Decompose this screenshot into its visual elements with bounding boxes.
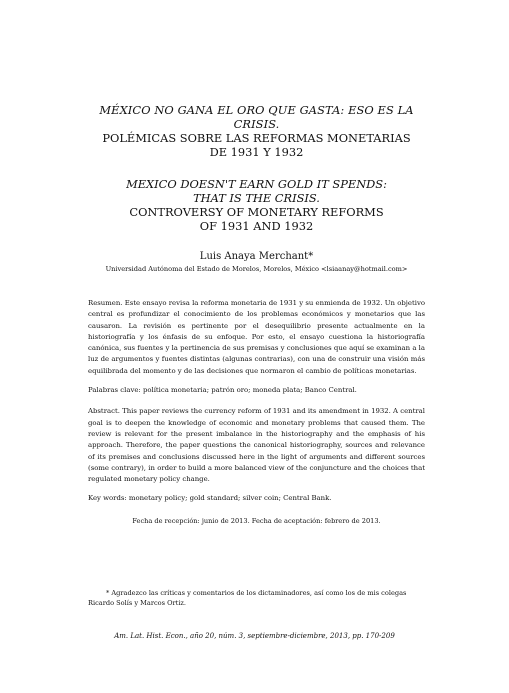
title-spanish: [88, 103, 425, 159]
title-es-line3: DE 1931 Y 1932: [209, 145, 304, 159]
title-es-line1: MÉXICO NO GANA EL ORO QUE GASTA: ESO ES LA CRISIS.: [99, 103, 414, 131]
title-es-line2: POLÉMICAS SOBRE LAS REFORMAS MONETARIAS: [102, 131, 411, 145]
author-affiliation: Universidad Autónoma del Estado de Morelos, Morelos, México <lsiaanay@hotmail.com>: [105, 265, 408, 273]
keywords: Key words: monetary policy; gold standard; silver coin; Central Bank.: [88, 494, 332, 503]
title-en-line3: CONTROVERSY OF MONETARY REFORMS: [129, 205, 384, 219]
author-name: Luis Anaya Merchant*: [199, 251, 314, 262]
title-english: [88, 177, 425, 233]
title-en-line4: OF 1931 AND 1932: [199, 219, 314, 233]
title-en-line1: MEXICO DOESN'T EARN GOLD IT SPENDS:: [126, 177, 387, 191]
footnote: * Agradezco las críticas y comentarios de los dictaminadores, así como los de mis colegas Ricardo Solís y Marcos Ortiz.: [88, 589, 407, 607]
title-en-line2: THAT IS THE CRISIS.: [193, 191, 320, 205]
article-front-page: [88, 0, 425, 526]
abstract-paragraph: Abstract. This paper reviews the currency reform of 1931 and its amendment in 1932. A central goal is to deepen the knowledge of economic and monetary problems that caused them. The review is relevant for the present imbalance in the historiography and the emphasis of his approach. Therefore, the paper questions the canonical historiography, sources and relevance of its premises and conclusions discussed here in the light of arguments and different sources (some contrary), in order to build a more balanced view of the conjuncture and the choices that regulated monetary policy change.: [88, 407, 425, 484]
palabras-clave: Palabras clave: política monetaria; patrón oro; moneda plata; Banco Central.: [88, 386, 357, 395]
reception-dates: Fecha de recepción: junio de 2013. Fecha de aceptación: febrero de 2013.: [132, 516, 381, 525]
journal-citation-footer: Am. Lat. Hist. Econ., año 20, núm. 3, septiembre-diciembre, 2013, pp. 170-209: [114, 632, 395, 640]
resumen-paragraph: Resumen. Este ensayo revisa la reforma monetaria de 1931 y su enmienda de 1932. Un objetivo central es profundizar el conocimiento de los problemas económicos y monetarios que las causaron. La revisión es pertinente por el desequilibrio presente actualmente en la historiografía y los énfasis de su enfoque. Por esto, el ensayo cuestiona la historiografía canónica, sus fuentes y la pertinencia de sus premisas y conclusiones que aquí se examinan a la luz de argumentos y fuentes distintas (algunas contrarias), con una de construir una visión más equilibrada del momento y de las decisiones que normaron el cambio de políticas monetarias.: [88, 299, 425, 375]
